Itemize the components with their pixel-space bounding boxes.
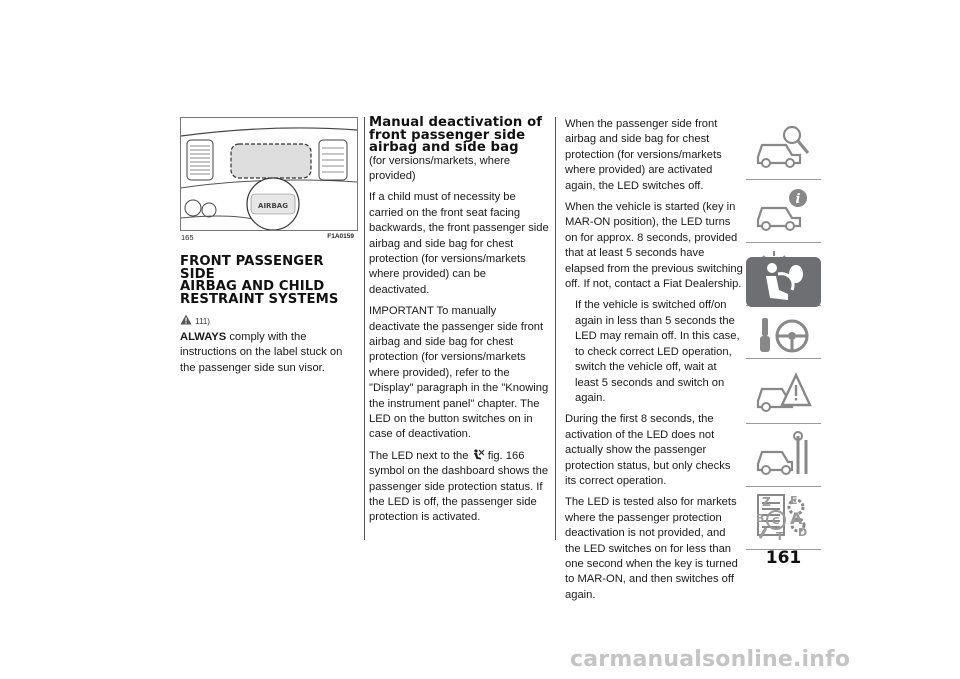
airbag-figure (180, 117, 358, 231)
column-1 (180, 256, 358, 382)
paragraph: The LED next to the fig. 166 symbol on the dashboard shows the passenger side protection status. If the LED is off, the passenger side protection is activated. (369, 449, 549, 524)
car-info-icon (752, 184, 814, 238)
key-steering-wheel-icon (752, 314, 814, 358)
figure-number: 165 (181, 233, 194, 242)
sidebar-item-car-search[interactable] (746, 117, 821, 180)
versions-note: (for versions/markets, where provided) (369, 154, 511, 182)
paragraph: If the vehicle is switched off/on again in less than 5 seconds the LED may remain off. In this case, to check correct LED operation, switch the vehicle off, wait at least 5 seconds and switch on again. (575, 299, 740, 404)
svg-text:T: T (776, 530, 784, 543)
svg-text:A: A (790, 509, 803, 528)
paragraph: The LED is tested also for markets where the passenger protection deactivation is not provided, and the LED switches on for less than one second when the key is turned to MAR-ON, and then switches off again. (565, 496, 738, 601)
page-number: 161 (765, 548, 802, 568)
sidebar-item-index[interactable] (746, 490, 821, 546)
airbag-label: AIRBAG (258, 202, 288, 210)
dashboard-illustration (181, 118, 357, 230)
alphabet-index-icon (752, 492, 814, 546)
paragraph: When the passenger side front airbag and side bag for chest protection (for versions/markets where provided) are activated again, the LED switches off. (565, 118, 722, 192)
paragraph: When the vehicle is started (key in MAR-ON position), the LED turns on for approx. 8 seconds, provided that at least 5 seconds have elapsed from the previous switching off. If not, contact a Fiat Dealership. (565, 201, 743, 291)
sidebar-item-emergency[interactable] (746, 361, 821, 424)
svg-text:Z: Z (762, 495, 771, 509)
paragraph: During the first 8 seconds, the activation of the LED does not actually show the passenger protection status, but only checks its correct operation. (565, 413, 731, 487)
figure-code: F1A0159 (327, 233, 354, 240)
always-paragraph: ALWAYS comply with the instructions on the label stuck on the passenger side sun visor. (180, 331, 343, 374)
svg-text:D: D (798, 526, 808, 539)
sidebar-item-safety[interactable] (746, 257, 821, 307)
column-divider (555, 117, 556, 540)
warning-ref: 111) (180, 314, 358, 330)
airbag-deactivated-symbol-icon (472, 449, 485, 460)
watermark-text: carmanualsonline.info (570, 647, 851, 672)
warning-triangle-icon (180, 314, 192, 325)
paragraph: IMPORTANT To manually deactivate the passenger side front airbag and side bag for chest protection (for versions/markets where provided), refer to the "Display" paragraph in the "Knowing the instrument panel" chapter. The LED on the button switches on in case of deactivation. (369, 305, 549, 441)
car-tools-icon (752, 428, 814, 482)
column-2 (369, 117, 549, 532)
section-heading-front-passenger: FRONT PASSENGER SIDE AIRBAG AND CHILD RESTRAINT SYSTEMS (180, 254, 339, 307)
svg-text:E: E (790, 494, 798, 507)
car-search-icon (752, 121, 814, 175)
column-3 (565, 117, 743, 609)
seat-airbag-icon (752, 260, 814, 304)
svg-text:B: B (756, 512, 765, 525)
section-heading-manual-deactivation: Manual deactivation of front passenger side airbag and side bag (369, 115, 543, 155)
sidebar-item-starting-driving[interactable] (746, 310, 821, 359)
car-warning-icon (752, 365, 814, 419)
paragraph: If a child must of necessity be carried on the front seat facing backwards, the front passenger side airbag and side bag for chest protection (for versions/markets where provided) can be deactivated. (369, 191, 549, 296)
svg-text:C: C (772, 516, 780, 527)
column-divider (364, 117, 365, 540)
sidebar-item-car-info[interactable] (746, 180, 821, 243)
svg-text:i: i (795, 192, 801, 207)
sidebar-item-maintenance[interactable] (746, 424, 821, 487)
